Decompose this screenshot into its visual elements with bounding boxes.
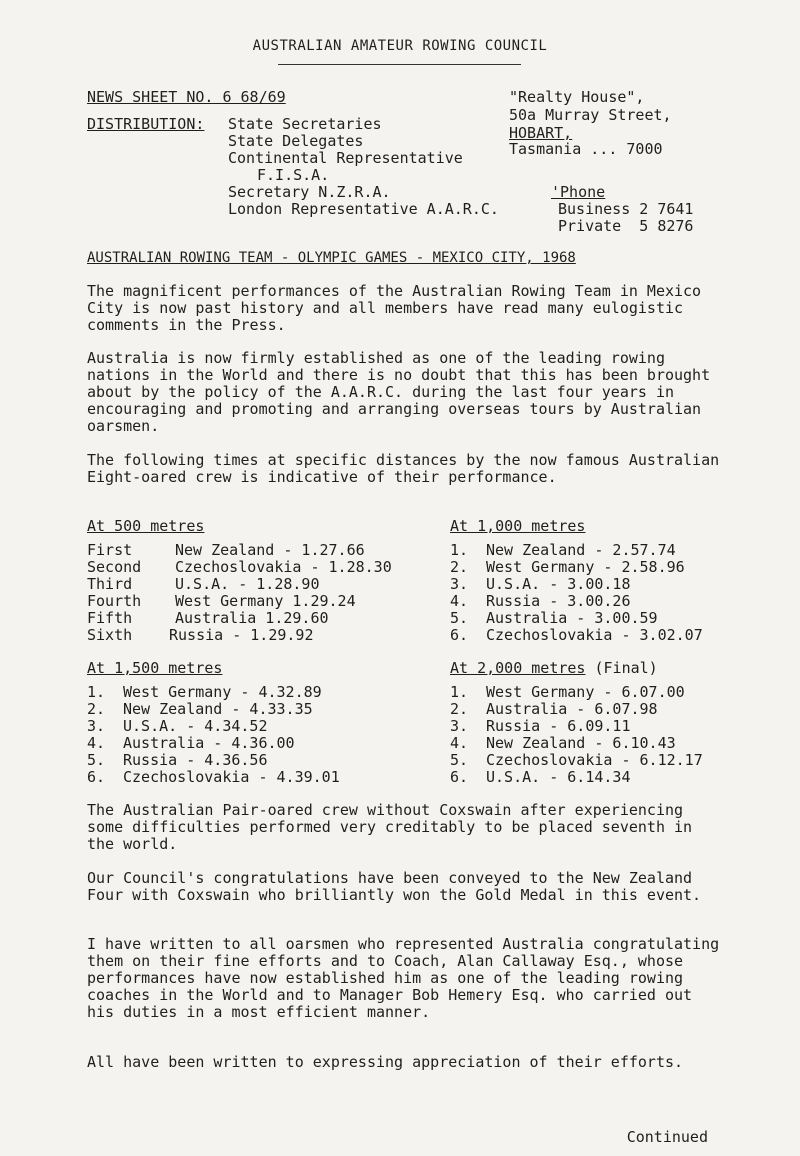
results-table-500m [87, 542, 392, 644]
table-row [450, 593, 703, 610]
title-rule [278, 64, 521, 65]
table-row [450, 610, 703, 627]
distribution-line: State Delegates [228, 132, 364, 150]
rank-cell: Fifth [87, 609, 133, 627]
rank-cell: Second [87, 558, 142, 576]
table-row [87, 735, 340, 752]
table-title-1000m: At 1,000 metres [450, 517, 586, 535]
rank-cell: Sixth [87, 626, 133, 644]
table-row [87, 542, 392, 559]
rank-cell: 1. [87, 683, 106, 701]
result-cell: Russia - 4.36.56 [123, 751, 268, 769]
result-cell: Australia - 3.00.59 [486, 609, 658, 627]
result-cell: Australia - 4.36.00 [123, 734, 295, 752]
section-title: AUSTRALIAN ROWING TEAM - OLYMPIC GAMES - MEXICO CITY, 1968 [87, 250, 576, 266]
table-row [87, 576, 392, 593]
address-city: HOBART, [509, 124, 573, 142]
table-row [450, 559, 703, 576]
result-cell: New Zealand - 4.33.35 [123, 700, 313, 718]
paragraph: The Australian Pair-oared crew without Coxswain after experiencing some difficulties performed very creditably to be placed seventh in the world. [87, 801, 693, 853]
result-cell: Czechoslovakia - 1.28.30 [175, 558, 392, 576]
result-cell: Russia - 1.29.92 [169, 626, 314, 644]
table-row [450, 769, 703, 786]
rank-cell: 3. [450, 575, 469, 593]
table-row [87, 610, 392, 627]
result-cell: Russia - 6.09.11 [486, 717, 631, 735]
rank-cell: 6. [450, 626, 469, 644]
rank-cell: First [87, 541, 133, 559]
news-sheet-number: NEWS SHEET NO. 6 68/69 [87, 88, 286, 106]
phone-label: 'Phone [551, 183, 606, 201]
paragraph: Our Council's congratulations have been conveyed to the New Zealand Four with Coxswain who brilliantly won the Gold Medal in this event. [87, 869, 702, 904]
result-cell: Russia - 3.00.26 [486, 592, 631, 610]
rank-cell: 4. [450, 734, 469, 752]
result-cell: West Germany - 2.58.96 [486, 558, 685, 576]
result-cell: West Germany - 6.07.00 [486, 683, 685, 701]
result-cell: New Zealand - 6.10.43 [486, 734, 676, 752]
distribution-line: F.I.S.A. [257, 166, 330, 184]
council-title: AUSTRALIAN AMATEUR ROWING COUNCIL [252, 38, 548, 54]
result-cell: Czechoslovakia - 6.12.17 [486, 751, 703, 769]
result-cell: U.S.A. - 6.14.34 [486, 768, 631, 786]
result-cell: U.S.A. - 1.28.90 [175, 575, 320, 593]
table-row [450, 627, 703, 644]
distribution-line: Secretary N.Z.R.A. [228, 183, 391, 201]
rank-cell: 6. [450, 768, 469, 786]
table-row [450, 701, 703, 718]
result-cell: U.S.A. - 3.00.18 [486, 575, 631, 593]
distribution-line: London Representative A.A.R.C. [228, 200, 499, 218]
continued-label: Continued [626, 1128, 708, 1146]
table-row [87, 718, 340, 735]
table-row [450, 542, 703, 559]
address-line: Tasmania ... 7000 [509, 140, 663, 158]
distribution-line: State Secretaries [228, 115, 382, 133]
paragraph: Australia is now firmly established as one of the leading rowing nations in the World and there is no doubt that this has been brought about by the policy of the A.A.R.C. during the last four years in encouraging and promoting and arranging overseas tours by Australian oarsmen. [87, 349, 711, 435]
table-row [87, 593, 392, 610]
table-row [450, 752, 703, 769]
table-row [87, 684, 340, 701]
result-cell: Czechoslovakia - 4.39.01 [123, 768, 340, 786]
rank-cell: 3. [450, 717, 469, 735]
table-title-2000m-distance: At 2,000 metres [450, 659, 586, 677]
results-table-1500m [87, 684, 340, 786]
rank-cell: Third [87, 575, 133, 593]
rank-cell: 2. [87, 700, 106, 718]
paragraph: The magnificent performances of the Australian Rowing Team in Mexico City is now past history and all members have read many eulogistic comments in the Press. [87, 282, 702, 334]
rank-cell: 5. [87, 751, 106, 769]
table-row [450, 684, 703, 701]
rank-cell: 6. [87, 768, 106, 786]
table-title-2000m [450, 659, 658, 677]
table-title-1500m: At 1,500 metres [87, 659, 223, 677]
result-cell: New Zealand - 2.57.74 [486, 541, 676, 559]
result-cell: West Germany - 4.32.89 [123, 683, 322, 701]
rank-cell: 5. [450, 609, 469, 627]
paragraph: The following times at specific distances by the now famous Australian Eight-oared crew is indicative of their performance. [87, 451, 720, 486]
phone-private: Private 5 8276 [558, 217, 694, 235]
result-cell: New Zealand - 1.27.66 [175, 541, 365, 559]
results-table-1000m [450, 542, 703, 644]
table-row [87, 701, 340, 718]
table-row [450, 735, 703, 752]
table-row [87, 769, 340, 786]
rank-cell: Fourth [87, 592, 142, 610]
phone-business: Business 2 7641 [558, 200, 694, 218]
paragraph: All have been written to expressing appreciation of their efforts. [87, 1053, 684, 1071]
rank-cell: 3. [87, 717, 106, 735]
rank-cell: 2. [450, 700, 469, 718]
table-title-500m: At 500 metres [87, 517, 205, 535]
distribution-line: Continental Representative [228, 149, 463, 167]
rank-cell: 5. [450, 751, 469, 769]
table-row [87, 559, 392, 576]
table-row [87, 752, 340, 769]
rank-cell: 1. [450, 683, 469, 701]
address-line: 50a Murray Street, [509, 106, 672, 124]
distribution-label: DISTRIBUTION: [87, 115, 205, 133]
rank-cell: 4. [87, 734, 106, 752]
paragraph: I have written to all oarsmen who represented Australia congratulating them on their fine efforts and to Coach, Alan Callaway Esq., whose performances have now established him as one of the leading rowing coaches in the World and to Manager Bob Hemery Esq. who carried out his duties in a most efficient manner. [87, 935, 720, 1021]
result-cell: Australia - 6.07.98 [486, 700, 658, 718]
table-row [450, 576, 703, 593]
table-row [450, 718, 703, 735]
results-table-2000m [450, 684, 703, 786]
address-line: "Realty House", [509, 88, 645, 106]
result-cell: West Germany 1.29.24 [175, 592, 356, 610]
rank-cell: 2. [450, 558, 469, 576]
table-row [87, 627, 392, 644]
result-cell: Australia 1.29.60 [175, 609, 329, 627]
rank-cell: 4. [450, 592, 469, 610]
table-title-2000m-suffix: (Final) [585, 659, 658, 677]
result-cell: U.S.A. - 4.34.52 [123, 717, 268, 735]
rank-cell: 1. [450, 541, 469, 559]
result-cell: Czechoslovakia - 3.02.07 [486, 626, 703, 644]
